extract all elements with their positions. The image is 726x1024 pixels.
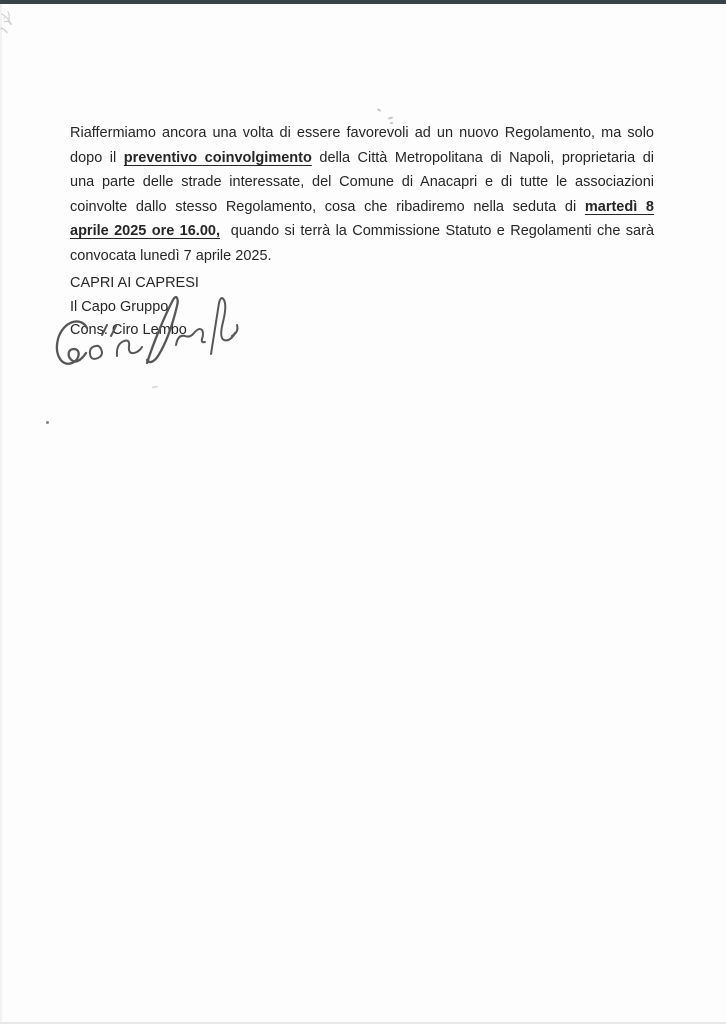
scan-speck: [46, 421, 49, 424]
text-segment: della Città Metropolitana di Napoli, proprietaria di: [311, 149, 655, 166]
text-segment: martedì 8: [584, 198, 654, 215]
signoff-group-name: CAPRI AI CAPRESI: [70, 275, 199, 291]
paragraph-line: [70, 244, 654, 269]
text-segment: dopo il: [70, 149, 124, 166]
paragraph-line: [70, 146, 654, 171]
paragraph-line: [70, 219, 654, 244]
signoff-role: Il Capo Gruppo: [70, 298, 169, 315]
text-segment: una parte delle strade interessate, del Comune di Anacapri e di tutte le associazioni: [70, 174, 654, 191]
scan-faint-mark: [388, 116, 393, 119]
text-segment: coinvolte dallo stesso Regolamento, cosa che ribadiremo nella seduta di: [70, 198, 585, 215]
letter-body: [70, 121, 654, 269]
text-segment: quando si terrà la Commissione Statuto e Regolamenti che sarà: [219, 223, 655, 240]
scan-faint-mark: [152, 385, 158, 388]
scan-left-edge-artifact: [0, 4, 2, 1022]
scan-faint-mark: [390, 122, 393, 124]
signoff-person-name: Cons. Ciro Lembo: [70, 322, 187, 339]
scan-corner-smudge: [0, 8, 26, 42]
paragraph: [70, 121, 654, 269]
handwritten-signature: [54, 283, 244, 388]
paragraph-line: [70, 121, 654, 146]
scan-faint-mark: [377, 108, 381, 112]
text-segment: preventivo coinvolgimento: [123, 149, 312, 166]
paragraph-line: [70, 170, 654, 195]
scan-top-edge-artifact: [0, 0, 726, 4]
text-segment: convocata lunedì 7 aprile 2025.: [70, 247, 272, 264]
text-segment: aprile 2025 ore 16.00,: [70, 223, 220, 240]
paragraph-line: [70, 195, 654, 220]
text-segment: Riaffermiamo ancora una volta di essere favorevoli ad un nuovo Regolamento, ma solo: [70, 125, 654, 141]
